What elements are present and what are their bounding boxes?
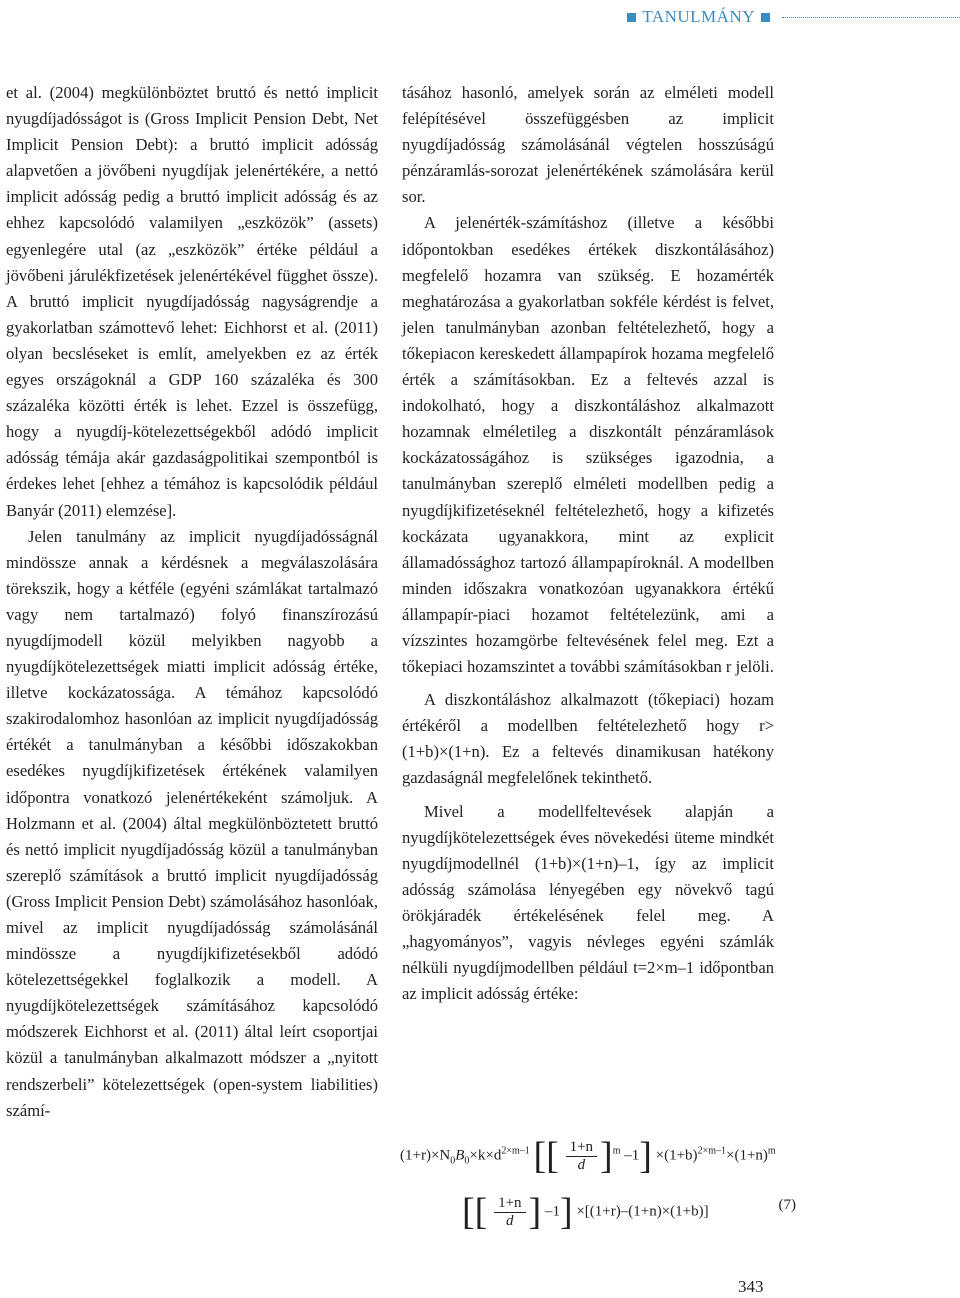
paragraph: A diszkontáláshoz alkalmazott (tőkepiaci) hozam értékéről a modellben feltételezhető hogy r>(1+b)×(1+n). Ez a feltevés dinamikusan hatékony gazdaságnál megfelelőnek tekinthető.	[402, 690, 774, 788]
fraction: $\frac{1+n}{d}$	[566, 1139, 597, 1174]
equation-number: (7)	[778, 1197, 796, 1213]
header-label: TANULMÁNY	[642, 7, 755, 26]
paragraph: et al. (2004) megkülönböztet bruttó és nettó implicit nyugdíjadósságot is (Gross Implicit Pension Debt, Net Implicit Pension Debt): a bruttó implicit adósság alapvetően a jövőbeni nyugdíjak jelenértékére, a nettó implicit adósság pedig a bruttó implicit adósság és az ehhez kapcsolódó valamilyen „eszközök” (assets) egyenlegére utal (az „eszközök” értéke például a jövőbeni járulékfizetések jelenértékével függhet össze). A bruttó implicit nyugdíjadósság nagyságrendje a gyakorlatban számottevő lehet: Eichhorst et al. (2011) olyan becsléseket is említ, amelyekben ez az érték egyes országoknál a GDP 160 százaléka és 300 százaléka közötti érték is lehet. Ezzel is összefügg, hogy a nyugdíj-kötelezettségekből adódó implicit adósság témája akár gazdaságpolitikai szempontból is érdekes lehet [ehhez a témához is kapcsolódik például Banyár (2011) elemzése].	[6, 83, 378, 520]
paragraph: Mivel a modellfeltevések alapján a nyugdíjkötelezettségek éves növekedési üteme mindkét nyugdíjmodellnél (1+b)×(1+n)–1, így az implicit adósság számolása lényegében egy növekvő tagú örökjáradék értékelésének felel meg. A „hagyományos”, vagyis névleges egyéni számlák nélküli nyugdíjmodellben például t=2×m–1 időpontban az implicit adósság értéke:	[402, 801, 774, 1004]
paragraph: Jelen tanulmány az implicit nyugdíjadósságnál mindössze annak a kérdésnek a megválaszolására törekszik, hogy a kétféle (egyéni számlákat tartalmazó vagy nem tartalmazó) folyó finanszírozású nyugdíjmodell közül melyikben nagyobb a nyugdíjkötelezettségek miatti implicit adósság értéke, illetve kockázatossága. A témához kapcsolódó szakirodalomhoz hasonlóan az implicit nyugdíjadósság értékét a tanulmányban a későbbi időszakokban esedékes nyugdíjkifizetések értékének valamilyen időpontra vonatkozó jelenértékeként számoljuk. A Holzmann et al. (2004) által megkülönböztetett bruttó és nettó implicit nyugdíjadósság közül a tanulmányban szereplő számítások a bruttó implicit nyugdíjadósság (Gross Implicit Pension Debt) számolásához hasonlóak, mivel az implicit nyugdíjadósság számolásánál mindössze a nyugdíjkifizetésekből adódó kötelezettségekkel foglalkozik a modell. A nyugdíjkötelezettségek számításához kapcsolódó módszerek Eichhorst et al. (2011) által leírt csoportjai közül a tanulmányban alkalmazott módszer a „nyitott rendszerbeli” kötelezettségek (open-system liabilities) számí-	[6, 526, 378, 1120]
formula-numerator: $(1+r)\times N_0B_0\times k\times d^{2\times m-1}$ [[ $\frac{1+n}{d}$ ]$^m$ $-1] \times(1+b)^{2\times m-1}\times(1+n)^m$	[400, 1135, 776, 1177]
equation-7	[400, 1115, 796, 1235]
right-column	[402, 80, 774, 1007]
left-column	[6, 80, 378, 1124]
paragraph: tásához hasonló, amelyek során az elméleti modell felépítésével összefüggésben az implicit nyugdíjadósság számolásánál végtelen hosszúságú pénzáramlás-sorozat jelenértékének számolására kerül sor.	[402, 83, 774, 207]
page-number: 343	[738, 1277, 764, 1296]
paragraph: A jelenérték-számításhoz (illetve a későbbi időpontokban esedékes értékek diszkontálásához) megfelelő hozamra van szükség. E hozamérték meghatározása a gyakorlatban sokféle kérdést is felvet, jelen tanulmányban azonban feltételezhető, hogy a tőkepiacon kereskedett állampapírok hozama megfelelő érték a számításokban. Ez a feltevés azzal is indokolható, hogy a diszkontáláshoz alkalmazott hozamnak elméletileg a diszkontált pénzáramlások kockázatosságához is szükséges igazodnia, a tanulmányban szereplő elméleti modellben pedig a nyugdíjkifizetéseknél feltételezhető, hogy a kifizetés kockázata ugyanakkora, mint az explicit államadóssághoz tartozó állampapíroknál. A modellben minden időszakra vonatkozóan ugyanakkora értékű állampapír-piaci hozamot feltételezünk, ami a vízszintes hozamgörbe feltevésének felel meg. Ezt a tőkepiaci hozamszintet a további számításokban r jelöli.	[402, 213, 774, 677]
header-rule	[782, 17, 960, 18]
formula-denominator: [[ $\frac{1+n}{d}$ ] –1] ×[(1+r)–(1+n)×(1+b)]	[462, 1191, 709, 1233]
fraction: $\frac{1+n}{d}$	[494, 1195, 525, 1230]
header-square-icon	[627, 13, 636, 22]
header-square-icon	[761, 13, 770, 22]
section-header	[627, 6, 770, 28]
